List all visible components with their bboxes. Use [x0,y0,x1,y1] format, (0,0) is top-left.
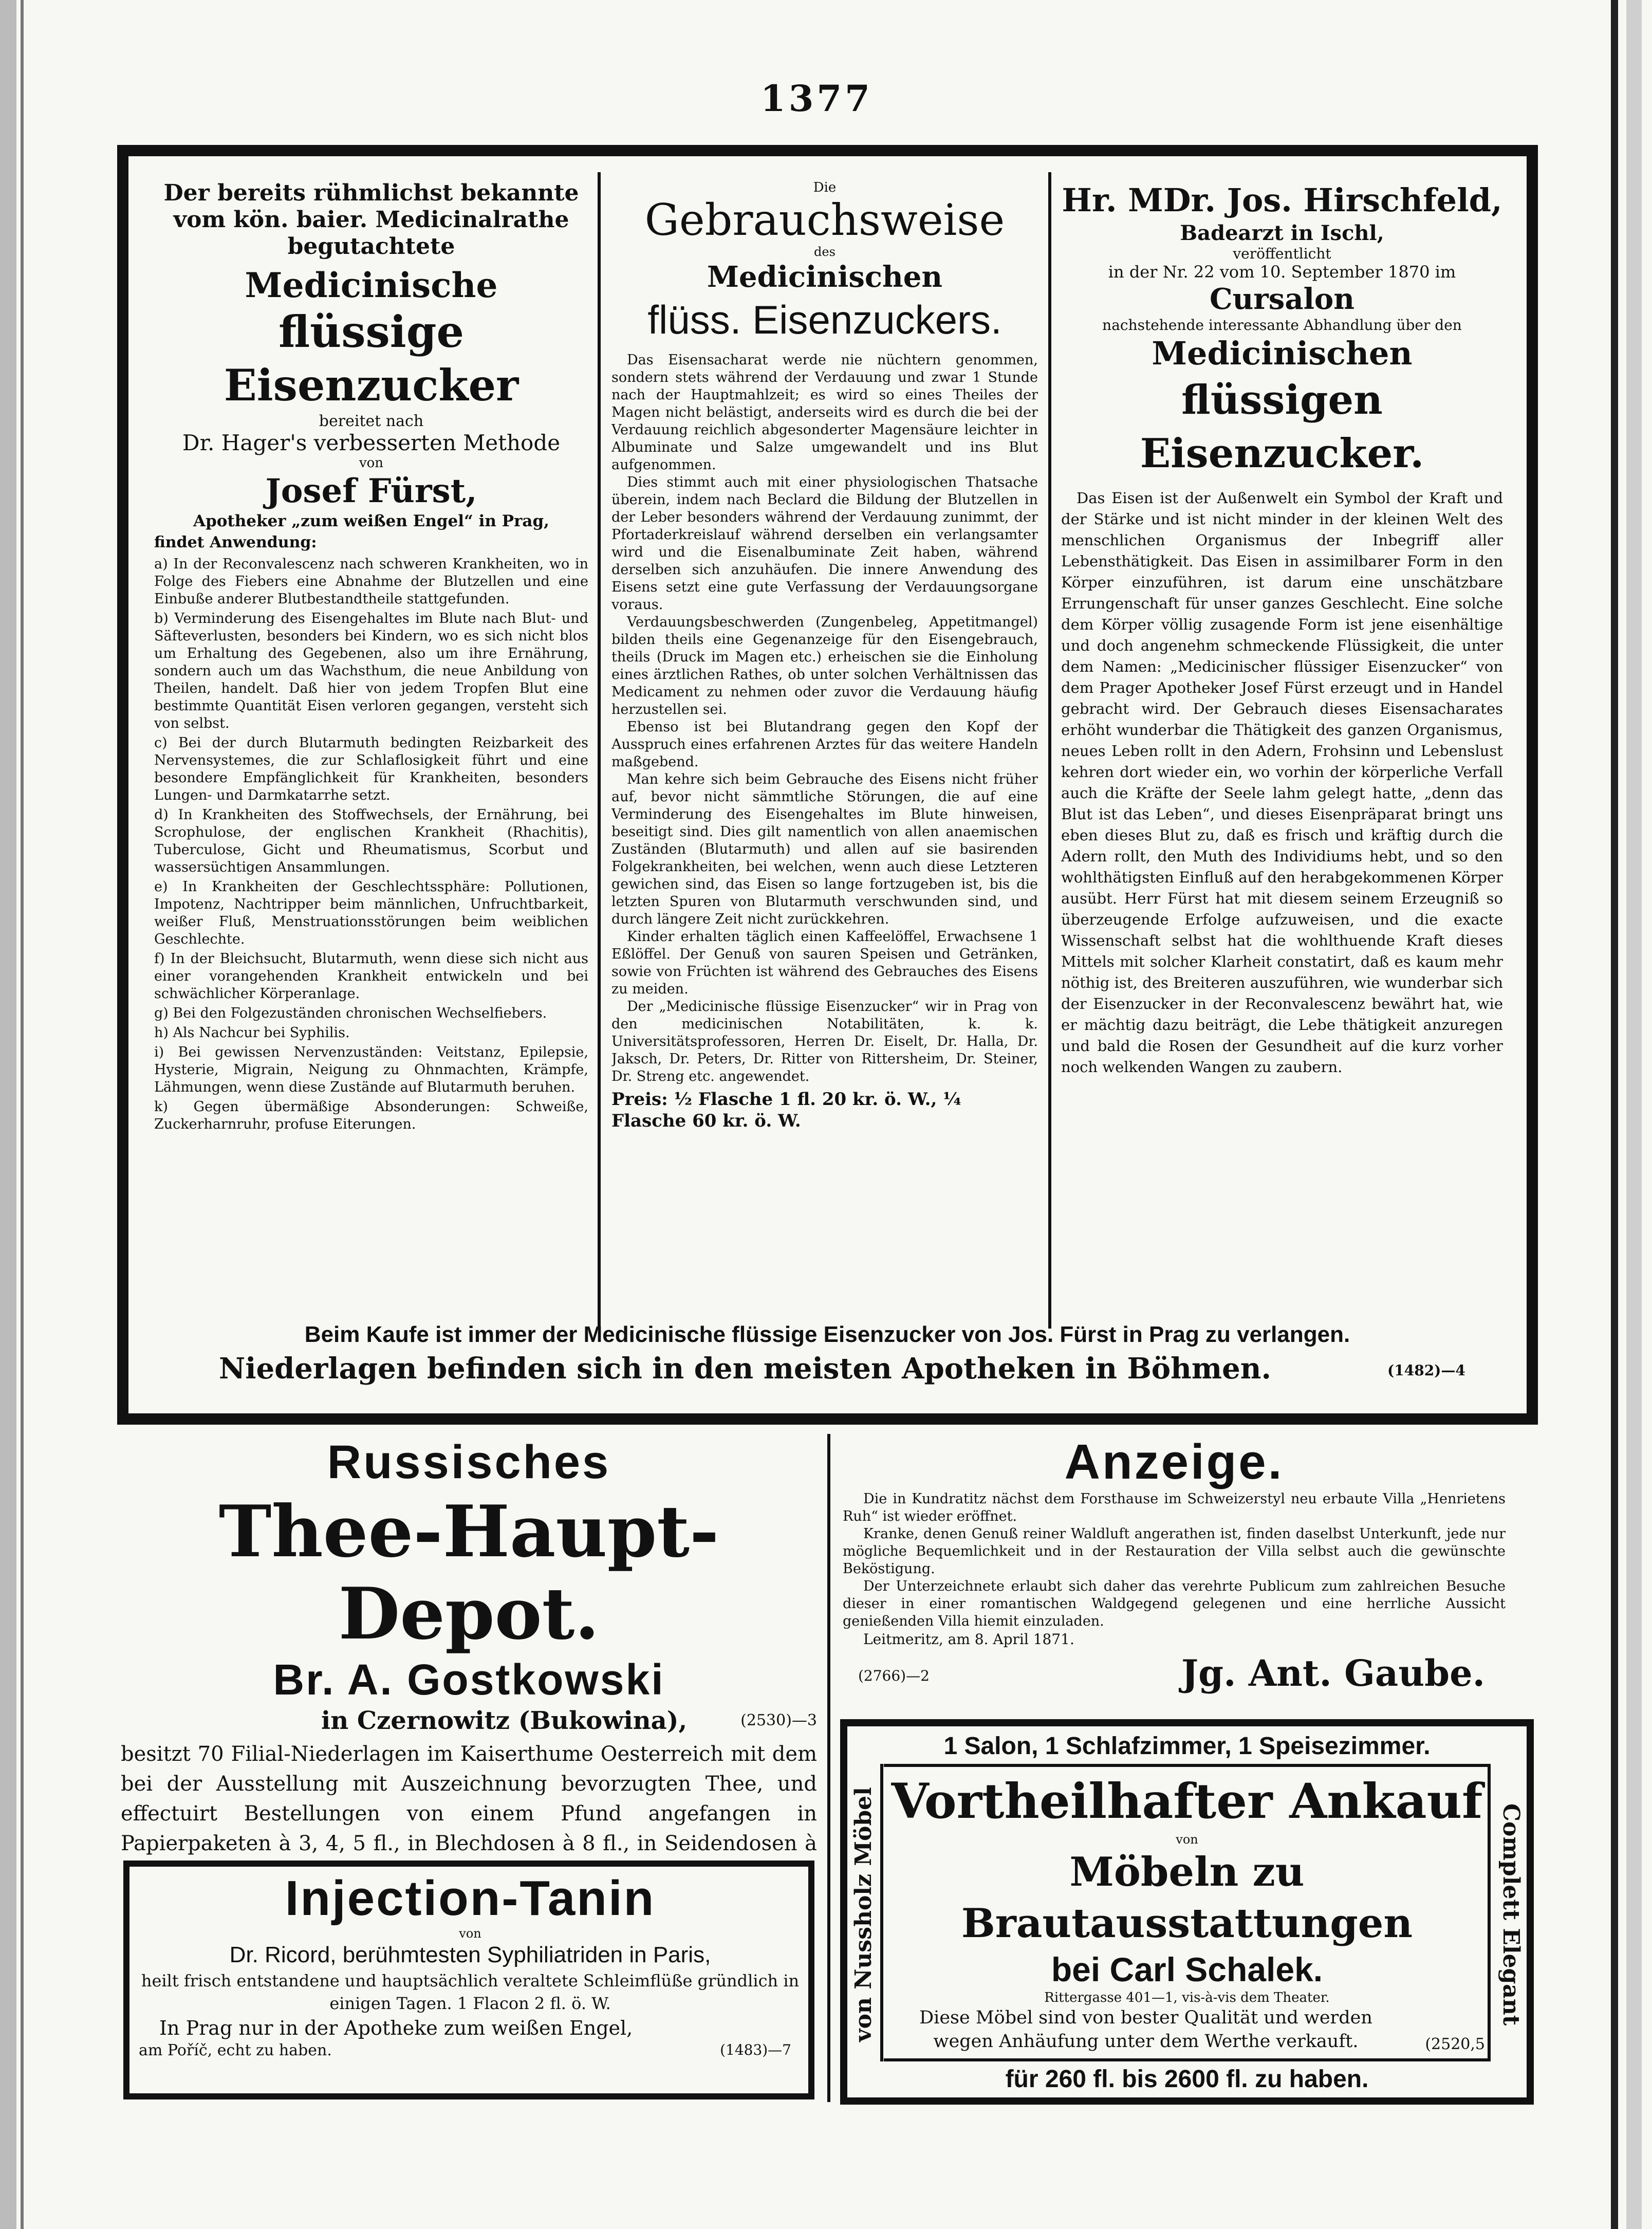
tanin-line-4: am Poříč, echt zu haben. [139,2041,332,2059]
paragraph: Ebenso ist bei Blutandrang gegen den Kopf der Ausspruch eines erfahrenen Arztes für das weitere Handeln maßgebend. [611,719,1038,770]
anzeige-ad [843,1434,1506,1722]
col1-intro: Der bereits rühmlichst bekannte vom kön. baier. Medicinalrathe begutachtete [163,180,579,260]
tanin-ad [139,1871,802,2092]
col3-cursalon: Cursalon [1210,282,1354,316]
tanin-ref: (1483)—7 [720,2041,791,2058]
list-item: h) Als Nachcur bei Syphilis. [154,1025,350,1041]
thee-title-2: Thee-Haupt-Depot. [218,1489,719,1655]
lower-column-divider [827,1434,830,2102]
moebel-left-rule [880,1764,883,2061]
thee-body: besitzt 70 Filial-Niederlagen im Kaiserthume Oesterreich mit dem bei der Ausstellung mit Auszeichnung bevorzugten Thee, und effectuirt Bestellungen von einem Pfund angefangen in Papierpaketen à 3, 4, 5 fl., in Blechdosen à 8 fl., in Seidendosen à [121,1742,817,1855]
col3-title-3: flüssigen Eisenzucker. [1140,377,1424,477]
page-number: 1377 [760,77,873,120]
paragraph: Dies stimmt auch mit einer physiologischen Thatsache überein, indem nach Beclard die Bildung der Blutzellen in der Leber besonders während der Verdauung zunimmt, der Pfortaderkreislauf während derselben ein verlangsamter wird und die Eisenalbuminate Zeit haben, während derselben sich anzuhäufen. Die innere Anwendung des Eisens setzt eine gute Verfassung der Verdauungsorgane voraus. [611,474,1038,613]
thee-ref: (2530)—3 [740,1711,817,1729]
col1-item-list [154,556,588,1133]
list-item: d) In Krankheiten des Stoffwechsels, der Ernährung, bei Scrophulose, der englischen Krankheit (Rhachitis), Tuberculose, Gicht und Rheumatismus, Scorbut und wassersüchtigen Ansammlungen. [154,807,588,875]
column-divider-1 [598,172,601,1329]
col2-title: Gebrauchsweise [644,195,1005,245]
eisenzucker-column-3 [1061,180,1503,1326]
tanin-title: Injection-Tanin [285,1871,656,1926]
col1-pharmacy: Apotheker „zum weißen Engel“ in Prag, [193,512,549,530]
moebel-right-rule [1488,1764,1491,2061]
paragraph: Man kehre sich beim Gebrauche des Eisens nicht früher auf, bevor nicht sämmtliche Störungen, die auf eine Verminderung des Eisengehaltes im Blute hinweisen, beseitigt sind. Dies gilt namentlich von allen anaemischen Zuständen (Blutarmuth) und allen auf sie basirenden Folgekrankheiten, bei welchen, wenn auch diese Letzteren gewichen sind, das Eisen so lange fortzugeben ist, bis die letzten Spuren von Blutarmuth verschwunden sind, und durch längere Zeit nicht zurückkehren. [611,771,1038,927]
col2-body [611,352,1038,1085]
moebel-top: 1 Salon, 1 Schlafzimmer, 1 Speisezimmer. [943,1733,1431,1760]
list-item: c) Bei der durch Blutarmuth bedingten Reizbarkeit des Nervensystemes, die zur Schlaflosigkeit führt und eine besondere Empfänglichkeit für Krankheiten, besonders Lungen- und Darmkatarrhe setzt. [154,735,588,803]
col1-sub-1: bereitet nach [319,412,424,430]
list-item: g) Bei den Folgezuständen chronischen Wechselfiebers. [154,1005,547,1021]
moebel-von: von [1176,1832,1198,1847]
moebel-top-rule [884,1764,1488,1767]
paragraph: Kinder erhalten täglich einen Kaffeelöffel, Erwachsene 1 Eßlöffel. Der Genuß von sauren Speisen und Getränken, sowie von Früchten ist während des Gebrauches des Eisens zu meiden. [611,929,1038,997]
list-item: b) Verminderung des Eisengehaltes im Blute nach Blut- und Säfteverlusten, besonders bei Kindern, wo es sich nicht blos um Erhaltung des Gegebenen, also um ihre Ernährung, sondern auch um das Wachsthum, die neue Anbildung von Theilen, handelt. Daß hier von jedem Tropfen Blut eine bestimmte Quantität Eisen verloren gegangen, versteht sich von selbst. [154,611,588,731]
anzeige-body-1: Die in Kundratitz nächst dem Forsthause im Schweizerstyl neu erbaute Villa „Henrietens Ruh“ ist wieder eröffnet. [843,1491,1506,1524]
list-item: e) In Krankheiten der Geschlechtssphäre: Pollutionen, Impotenz, Nachtripper beim männlichen, Unfruchtbarkeit, weißer Fluß, Menstruationsstörungen beim weiblichen Geschlechte. [154,879,588,947]
list-item: k) Gegen übermäßige Absonderungen: Schweiße, Zuckerharnruhr, profuse Eiterungen. [154,1099,588,1132]
col2-des: des [814,245,836,259]
moebel-bottom: für 260 fl. bis 2600 fl. zu haben. [1005,2066,1369,2093]
col3-body: Das Eisen ist der Außenwelt ein Symbol der Kraft und der Stärke und ist nicht minder in der kleinen Welt des menschlichen Organismus der Inbegriff aller Lebensthätigkeit. Das Eisen in assimilbarer Form in den Körper einzuführen, ist darum eine unschätzbare Errungenschaft für unser ganzes Geschlecht. Eine solche dem Körper völlig zusagende Form ist jene eisenhältige und doch angenehm schmeckende Flüssigkeit, die unter dem Namen: „Medicinischer flüssiger Eisenzucker“ von dem Prager Apotheker Josef Fürst erzeugt und in Handel gebracht wird. Der Gebrauch dieses Eisensacharates erhöht wunderbar die Thätigkeit des ganzen Organismus, neues Leben rollt in den Adern, Frohsinn und Lebenslust kehren dort wieder ein, wo vorhin der körperliche Verfall auch die Kräfte der Seele lahm gelegt hatte, „denn das Blut ist das Leben“, und dieses Eisenpräparat bringt uns eben dieses Blut zu, daß es frisch und kräftig durch die Adern rollt, den Muth des Individiums hebt, und so den wohlthätigsten Einfluß auf den herabgekommenen Körper ausübt. Herr Fürst hat mit diesem seinem Erzeugniß so überzeugende Erfolge aufzuweisen, und die exacte Wissenschaft selbst hat die wohlthuende Kraft dieses Mittels mit solcher Klarheit constatirt, daß es kaum mehr nöthig ist, des Breiteren auszuführen, wie wunderbar sich der Eisenzucker in der Reconvalescenz bewährt hat, wie er mächtig dazu beiträgt, die Lebe thätigkeit anzuregen und bald die Rosen der Gesundheit auf die kurz vorher noch welkenden Wangen zu zaubern. [1061,489,1503,1076]
column-divider-2 [1048,172,1051,1329]
thee-title-1: Russisches [327,1436,611,1488]
anzeige-body-3: Der Unterzeichnete erlaubt sich daher das verehrte Publicum zum zahlreichen Besuche dieser in einer romantischen Waldgegend gelegenen und eine herrliche Aussicht genießenden Villa hiemit einzuladen. [843,1578,1506,1629]
col1-title-1: Medicinische [245,265,498,305]
col3-title: Hr. MDr. Jos. Hirschfeld, [1062,181,1502,219]
list-item: f) In der Bleichsucht, Blutarmuth, wenn diese sich nicht aus einer vorangehenden Krankheit entwickeln und bei schwächlicher Körperanlage. [154,951,588,1002]
col3-sub: Badearzt in Ischl, [1180,221,1384,245]
col1-sub-3: von [359,455,384,471]
anzeige-title: Anzeige. [1064,1434,1284,1489]
moebel-address: Rittergasse 401—1, vis-à-vis dem Theater. [1044,1990,1330,2005]
col3-sub-3: in der Nr. 22 vom 10. September 1870 im [1108,262,1456,282]
anzeige-sign-row [843,1652,1506,1693]
anzeige-signature: Jg. Ant. Gaube. [1181,1652,1485,1694]
tanin-von: von [459,1926,481,1941]
paragraph: Das Eisensacharat werde nie nüchtern genommen, sondern stets während der Verdauung und zwar 1 Stunde nach der Hauptmahlzeit; es wird so eines Theiles der Magen nicht belästigt, anderseits wird es durch die bei der Verdauung reichlich abgesonderter Magensäure leichter in Albuminate und Salze umgewandelt und ins Blut aufgenommen. [611,352,1038,473]
col3-sub-4: nachstehende interessante Abhandlung über den [1102,317,1462,334]
left-binding-line [21,0,24,2229]
moebel-bottom-rule [884,2058,1488,2061]
col1-maker: Josef Fürst, [265,472,477,510]
col2-title-2: Medicinischen [707,260,943,294]
eisenzucker-footer-2: Niederlagen befinden sich in den meisten Apotheken in Böhmen. [219,1352,1271,1386]
right-page-edge [1626,0,1642,2229]
tanin-line-3: In Prag nur in der Apotheke zum weißen Engel, [159,2017,633,2039]
list-item: a) In der Reconvalescenz nach schweren Krankheiten, wo in Folge des Fiebers eine Abnahme der Blutzellen und eine Einbuße anderer Blutbestandtheile stattgefunden. [154,556,588,607]
thee-place-row [121,1704,817,1735]
col2-price: Preis: ½ Flasche 1 fl. 20 kr. ö. W., ¼ Flasche 60 kr. ö. W. [611,1089,961,1131]
list-item: i) Bei gewissen Nervenzuständen: Veitstanz, Epilepsie, Hysterie, Migrain, Neigung zu Ohnmachten, Krämpfe, Lähmungen, wenn diese Zustände auf Blutarmuth beruhen. [154,1044,588,1095]
moebel-body: Diese Möbel sind von bester Qualität und werden wegen Anhäufung unter dem Werthe verkauft. [919,2007,1372,2052]
col3-title-2: Medicinischen [1152,335,1413,372]
eisenzucker-column-2 [611,180,1038,1326]
moebel-title: Vortheilhafter Ankauf [891,1773,1483,1830]
col1-sub-2: Dr. Hager's verbesserten Methode [182,430,561,455]
moebel-right-label: Complett Elegant [1498,1803,1524,2026]
col2-title-3: flüss. Eisenzuckers. [647,297,1002,342]
moebel-title-2: Möbeln zu Brautausstattungen [961,1849,1413,1947]
eisenzucker-ref: (1482)—4 [1387,1362,1465,1379]
anzeige-date: Leitmeritz, am 8. April 1871. [863,1631,1074,1648]
paragraph: Der „Medicinische flüssige Eisenzucker“ wir in Prag von den medicinischen Notabilitäten, k. k. Universitätsprofessoren, Herren Dr. Eiselt, Dr. Halla, Dr. Jaksch, Dr. Peters, Dr. Ritter von Rittersheim, Dr. Steiner, Dr. Streng etc. angewendet. [611,999,1038,1084]
anzeige-body-2: Kranke, denen Genuß reiner Waldluft angerathen ist, finden daselbst Unterkunft, jede nur mögliche Bequemlichkeit und in der Restauration der Villa selbst auch die gewünschte Beköstigung. [843,1526,1506,1577]
paragraph: Verdauungsbeschwerden (Zungenbeleg, Appetitmangel) bilden theils eine Gegenanzeige für den Eisengebrauch, theils (Druck im Magen etc.) erheischen sie die Einholung eines ärztlichen Rathes, ob unter solchen Verhältnissen das Medicament zu nehmen oder zuvor die Verdauung häufig herzustellen sei. [611,614,1038,717]
moebel-left-label: von Nussholz Möbel [850,1787,877,2042]
thee-ad [121,1434,817,1855]
col3-sub-2: veröffentlicht [1233,245,1331,262]
right-border-line [1611,0,1618,2229]
anzeige-ref: (2766)—2 [858,1667,930,1684]
eisenzucker-footer-1: Beim Kaufe ist immer der Medicinische flüssige Eisenzucker von Jos. Fürst in Prag zu verlangen. [304,1322,1350,1347]
col2-pre: Die [813,180,837,195]
moebel-ad [889,1771,1485,2058]
thee-firm: Br. A. Gostkowski [273,1655,665,1704]
col1-title-2: flüssige Eisenzucker [224,306,519,411]
thee-place: in Czernowitz (Bukowina), [321,1706,688,1735]
tanin-footer-row [139,2041,802,2065]
tanin-line-2: heilt frisch entstandene und hauptsächlich veraltete Schleimflüße gründlich in einigen Tagen. 1 Flacon 2 fl. ö. W. [141,1971,800,2013]
eisenzucker-column-1 [154,180,588,1326]
tanin-line-1: Dr. Ricord, berühmtesten Syphiliatriden in Paris, [229,1942,711,1967]
moebel-ref: (2520,5 [1425,2035,1485,2053]
left-page-edge [0,0,16,2229]
moebel-by: bei Carl Schalek. [1051,1950,1323,1988]
col1-lead: findet Anwendung: [154,533,317,551]
